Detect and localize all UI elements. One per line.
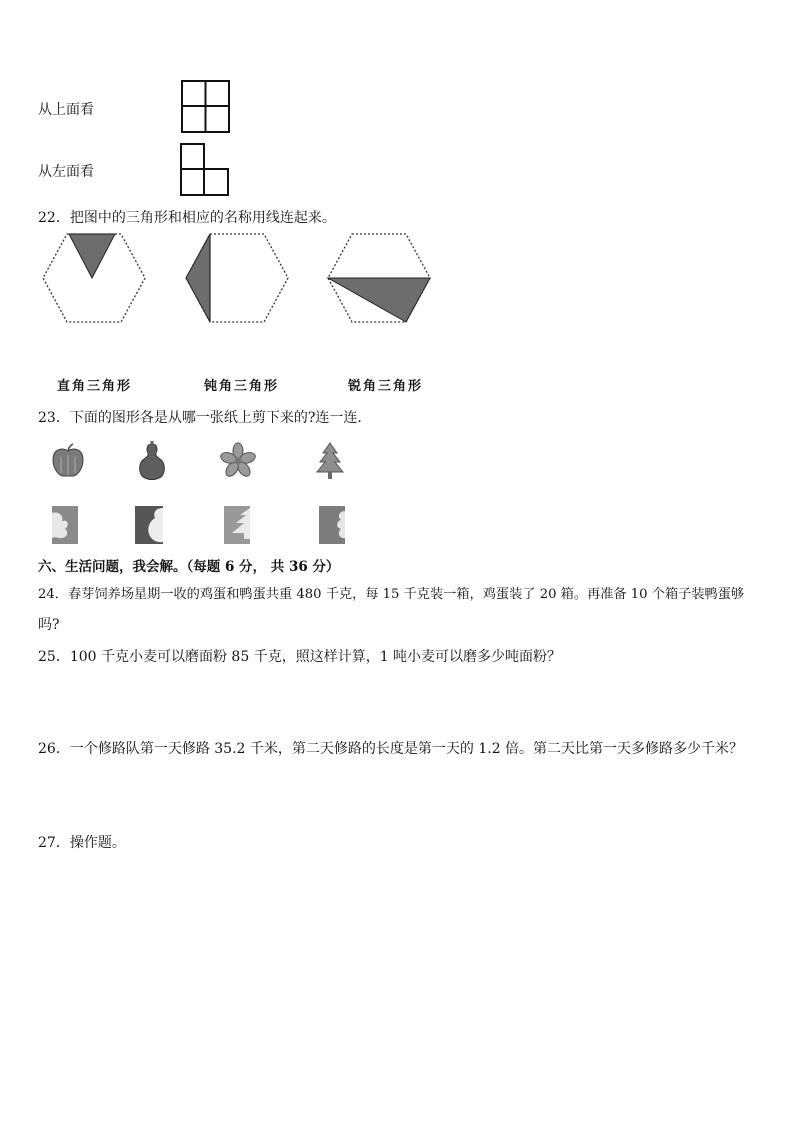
gourd-icon: [135, 441, 169, 481]
top-view-grid-icon: [181, 80, 231, 134]
paper-tree-cut-icon: [222, 505, 252, 545]
paper-apple-cut-icon: [50, 505, 80, 545]
q27-text: 27．操作题。: [38, 835, 126, 851]
q22-label-acute: 锐角三角形: [348, 379, 424, 394]
q22-text: 22．把图中的三角形和相应的名称用线连起来。: [38, 210, 336, 226]
section-six-title: 六、生活问题，我会解。（每题 6 分， 共 36 分）: [38, 559, 340, 575]
hexagon-3-icon: [325, 232, 433, 326]
top-view-label: 从上面看: [38, 102, 94, 118]
flower-icon: [219, 442, 257, 480]
q24-line2: 吗?: [38, 617, 60, 633]
left-view-grid-icon: [180, 143, 230, 197]
hexagon-1-icon: [40, 232, 148, 326]
apple-icon: [50, 443, 86, 479]
paper-gourd-cut-icon: [133, 505, 165, 545]
tree-icon: [314, 441, 346, 481]
q24-line1: 24．春芽饲养场星期一收的鸡蛋和鸭蛋共重 480 千克，每 15 千克装一箱，鸡蛋装了 20 箱。再准备 10 个箱子装鸭蛋够: [38, 587, 745, 602]
hexagon-2-icon: [183, 232, 291, 326]
left-view-label: 从左面看: [38, 164, 94, 180]
q22-label-right: 直角三角形: [57, 379, 133, 394]
paper-flower-cut-icon: [317, 505, 347, 545]
q23-text: 23．下面的图形各是从哪一张纸上剪下来的?连一连.: [38, 410, 362, 426]
q25-text: 25．100 千克小麦可以磨面粉 85 千克，照这样计算，1 吨小麦可以磨多少吨面粉？: [38, 649, 562, 665]
q26-text: 26．一个修路队第一天修路 35.2 千米，第二天修路的长度是第一天的 1.2 倍。第二天比第一天多修路多少千米？: [38, 741, 744, 757]
q22-label-obtuse: 钝角三角形: [204, 379, 280, 394]
